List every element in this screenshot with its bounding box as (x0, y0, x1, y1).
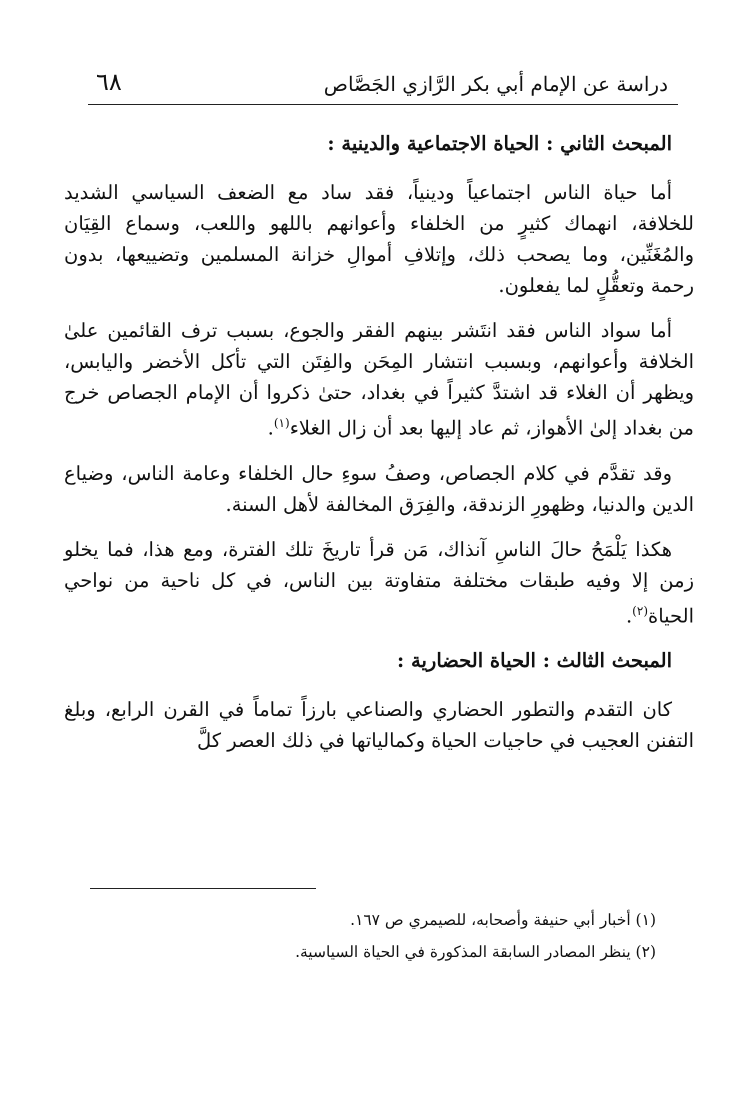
section-heading-social: المبحث الثاني : الحياة الاجتماعية والدينية : (327, 132, 672, 155)
running-header (88, 62, 678, 105)
paragraph (64, 534, 694, 632)
paragraph (64, 315, 694, 444)
page-number: ٦٨ (96, 68, 122, 96)
footnote-1: (١) أخبار أبي حنيفة وأصحابه، للصيمري ص ١٦٧. (350, 911, 656, 929)
body-text (64, 128, 694, 770)
paragraph: وقد تقدَّم في كلام الجصاص، وصفُ سوءِ حال الخلفاء وعامة الناس، وضياع الدين والدنيا، وظهورِ الزندقة، والفِرَق المخالفة لأهل السنة. (64, 461, 694, 516)
section-heading-civilization: المبحث الثالث : الحياة الحضارية : (397, 649, 672, 672)
footnote-reference-2: (٢) (632, 603, 648, 618)
footnote-2: (٢) ينظر المصادر السابقة المذكورة في الحياة السياسية. (295, 943, 656, 961)
footnote-divider (90, 888, 316, 889)
paragraph-end-mark: . (267, 416, 274, 440)
header-title: دراسة عن الإمام أبي بكر الرَّازي الجَصَّاص (323, 72, 668, 96)
paragraph-end-mark: . (625, 604, 633, 627)
paragraph-text: هكذا يَلْمَحُ حالَ الناسِ آنذاك، مَن قرأ تاريخَ تلك الفترة، ومع هذا، فما يخلو زمن إلا وفيه طبقات مختلفة متفاوتة بين الناس، في كل ناحية من نواحي الحياة (64, 537, 694, 627)
footnotes (96, 904, 656, 968)
paragraph: أما حياة الناس اجتماعياً ودينياً، فقد ساد مع الضعف السياسي الشديد للخلافة، انهماك كثيرٍ من الخلفاء وأعوانهم باللهو واللعب، وسماع القِيَان والمُغَنِّين، وما يصحب ذلك، وإتلافِ أموالِ خزانة المسلمين وتضييعها، بدون رحمة وتعقُّلٍ لما يفعلون. (64, 181, 694, 297)
paragraph: كان التقدم والتطور الحضاري والصناعي بارزاً تماماً في القرن الرابع، وبلغ التفنن العجيب في حاجيات الحياة وكمالياتها في ذلك العصر كلَّ (64, 698, 694, 752)
paragraph-text: أما سواد الناس فقد انتَشر بينهم الفقر والجوع، بسبب ترف القائمين علىٰ الخلافة وأعوانهم، وبسبب انتشار المِحَن والفِتَن التي تأكل الأخضر واليابس، ويظهر أن الغلاء قد اشتدَّ كثيراً في بغداد، حتىٰ ذكروا أن الإمام الجصاص خرج من بغداد إلىٰ الأهواز، ثم عاد إليها بعد أن زال الغلاء (64, 319, 694, 440)
footnote-reference-1: (١) (273, 416, 290, 430)
